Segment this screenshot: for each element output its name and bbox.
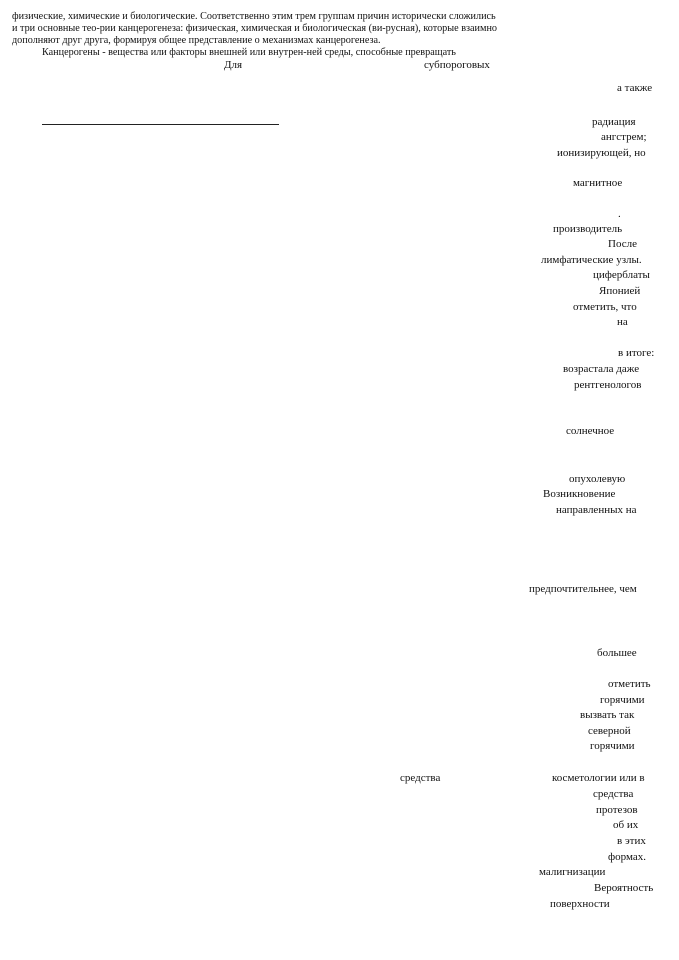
fragment-word: об их [613,819,639,831]
fragment-word: северной [588,725,631,737]
fragment-word: Вероятность [594,882,654,894]
fragment-word: средства [593,788,634,800]
fragment-word: направленных на [556,504,637,516]
fragment-word: После [608,238,637,250]
fragment-word: . [618,208,621,220]
fragment-word: средства [400,772,441,784]
paragraph-line: физические, химические и биологические. Соответственно этим трем группам причин исторически сложились [12,11,496,22]
fragment-word: горячими [590,740,635,752]
fragment-word: большее [597,647,637,659]
paragraph-line-indented: Канцерогены - вещества или факторы внешней или внутрен-ней среды, способные превращать [42,47,456,58]
fragment-word: отметить [608,678,651,690]
fragment-word: Для [224,59,243,71]
fragment-word: ионизирующей, но [557,147,646,159]
fragment-word: циферблаты [593,269,650,281]
fragment-word: субпороговых [424,59,490,71]
fragment-word: малигнизации [539,866,606,878]
fragment-word: протезов [596,804,638,816]
fragment-word: магнитное [573,177,623,189]
fragment-word: опухолевую [569,473,626,485]
fragment-word: предпочтительнее, чем [529,583,637,595]
fragment-word: радиация [592,116,636,128]
fragment-word: лимфатические узлы. [541,254,642,266]
fragment-word: формах. [608,851,646,863]
fragment-word: косметологии или в [552,772,645,784]
fragment-word: а также [617,82,653,94]
fragment-word: ангстрем; [601,131,647,143]
fragment-word: в этих [617,835,646,847]
fragment-word: горячими [600,694,645,706]
fragment-word: Японией [599,285,641,297]
paragraph-line: дополняют друг друга, формируя общее представление о механизмах канцерогенеза. [12,35,381,46]
horizontal-rule [42,124,279,125]
paragraph-line: и три основные тео-рии канцерогенеза: физическая, химическая и биологическая (ви-русная), которые взаимно [12,23,497,34]
fragment-word: возрастала даже [563,363,640,375]
fragment-word: производитель [553,223,623,235]
fragment-word: в итоге: [618,347,655,359]
fragment-word: рентгенологов [574,379,642,391]
fragment-word: на [617,316,628,328]
fragment-word: поверхности [550,898,610,910]
fragment-word: отметить, что [573,301,637,313]
fragment-word: солнечное [566,425,615,437]
fragment-word: вызвать так [580,709,635,721]
fragment-word: Возникновение [543,488,616,500]
